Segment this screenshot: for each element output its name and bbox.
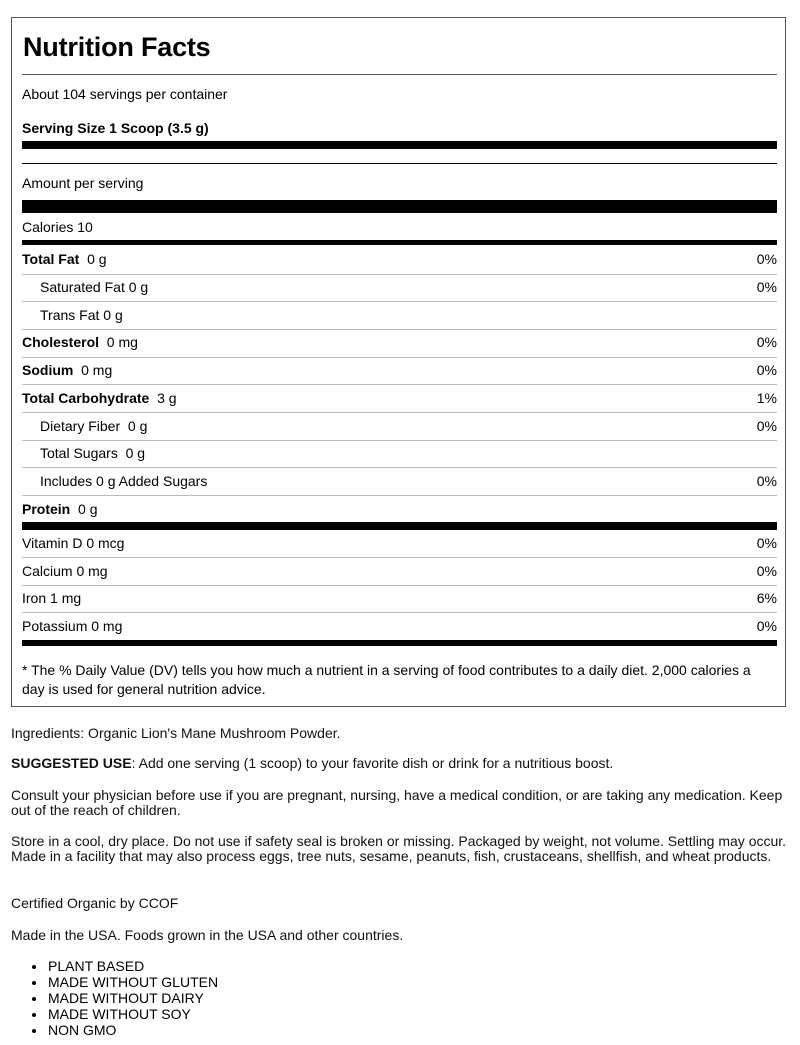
nutrient-label: Sodium [22,362,74,378]
medium-divider [22,240,777,245]
nutrition-facts-panel [11,17,786,707]
divider [22,74,777,75]
nutrient-row-added-sugars [22,468,777,495]
daily-value: 6% [756,590,777,606]
nutrient-label: Saturated Fat 0 g [40,279,149,295]
vitamin-label: Potassium 0 mg [22,618,123,634]
daily-value-footnote: * The % Daily Value (DV) tells you how much a nutrient in a serving of food contributes to a daily diet. 2,000 calories a day is used for general nutrition advice. [22,662,751,697]
nutrient-row-protein [22,496,777,523]
thick-divider [22,200,777,213]
suggested-use-label: SUGGESTED USE [11,755,132,771]
vitamin-row-calcium [22,558,777,585]
nutrient-row-trans-fat [22,302,777,329]
daily-value: 0% [756,418,777,434]
nutrient-row-total-fat [22,246,777,273]
nutrient-row-dietary-fiber [22,413,777,440]
panel-title: Nutrition Facts [23,32,211,62]
amount-per-serving: Amount per serving [22,175,144,191]
nutrient-row-saturated-fat [22,274,777,301]
product-claims-list [11,958,218,1038]
warning: Consult your physician before use if you are pregnant, nursing, have a medical condition, or are taking any medication. Keep out of the reach of children. [11,787,783,818]
nutrient-row-cholesterol [22,329,777,356]
nutrient-amount: 3 g [157,390,177,406]
nutrient-label: Protein [22,501,71,517]
daily-value: 0% [756,279,777,295]
suggested-use-text: : Add one serving (1 scoop) to your favorite dish or drink for a nutritious boost. [131,755,614,771]
nutrient-amount: 0 mg [106,334,138,350]
list-item: • MADE WITHOUT GLUTEN [47,974,218,990]
origin: Made in the USA. Foods grown in the USA and other countries. [11,927,404,943]
certification: Certified Organic by CCOF [11,895,179,911]
calories: Calories 10 [22,219,93,235]
daily-value: 1% [756,390,777,406]
divider [22,163,777,164]
servings-per-container: About 104 servings per container [22,86,228,102]
nutrient-label: Cholesterol [22,334,100,350]
medium-divider [22,640,777,646]
vitamin-label: Vitamin D 0 mcg [22,535,125,551]
daily-value: 0% [756,334,777,350]
daily-value: 0% [756,535,777,551]
vitamin-label: Calcium 0 mg [22,563,108,579]
vitamin-label: Iron 1 mg [22,590,82,606]
list-item: • NON GMO [47,1022,218,1038]
nutrient-amount: 0 g [78,501,98,517]
nutrient-label: Includes 0 g Added Sugars [40,473,208,489]
suggested-use [11,756,788,771]
vitamin-row-iron [22,585,777,612]
list-item: • MADE WITHOUT DAIRY [47,990,218,1006]
nutrient-row-sodium [22,357,777,384]
nutrient-amount: 0 g [87,251,107,267]
thick-divider [22,141,777,149]
nutrient-amount: 0 mg [81,362,113,378]
daily-value: 0% [756,362,777,378]
nutrient-label: Trans Fat 0 g [40,307,123,323]
serving-size: Serving Size 1 Scoop (3.5 g) [22,120,209,136]
storage-instructions: Store in a cool, dry place. Do not use if safety seal is broken or missing. Packaged by weight, not volume. Settling may occur. Made in a facility that may also process eggs, tree nuts, sesame, peanuts, fish, crustaceans, shellfish, and wheat products. [11,833,787,864]
thick-divider [22,522,777,530]
nutrient-label: Total Carbohydrate [22,390,150,406]
daily-value: 0% [756,251,777,267]
vitamin-row-potassium [22,613,777,640]
ingredients: Ingredients: Organic Lion's Mane Mushroom Powder. [11,725,341,741]
nutrient-label: Total Sugars 0 g [40,445,146,461]
daily-value: 0% [756,618,777,634]
daily-value: 0% [756,563,777,579]
vitamin-row-vitamin-d [22,530,777,557]
nutrient-label: Dietary Fiber 0 g [40,418,148,434]
nutrient-row-total-carbohydrate [22,385,777,412]
nutrient-label: Total Fat [22,251,80,267]
list-item: • PLANT BASED [47,958,218,974]
daily-value: 0% [756,473,777,489]
list-item: • MADE WITHOUT SOY [47,1006,218,1022]
nutrient-row-total-sugars [22,440,777,467]
